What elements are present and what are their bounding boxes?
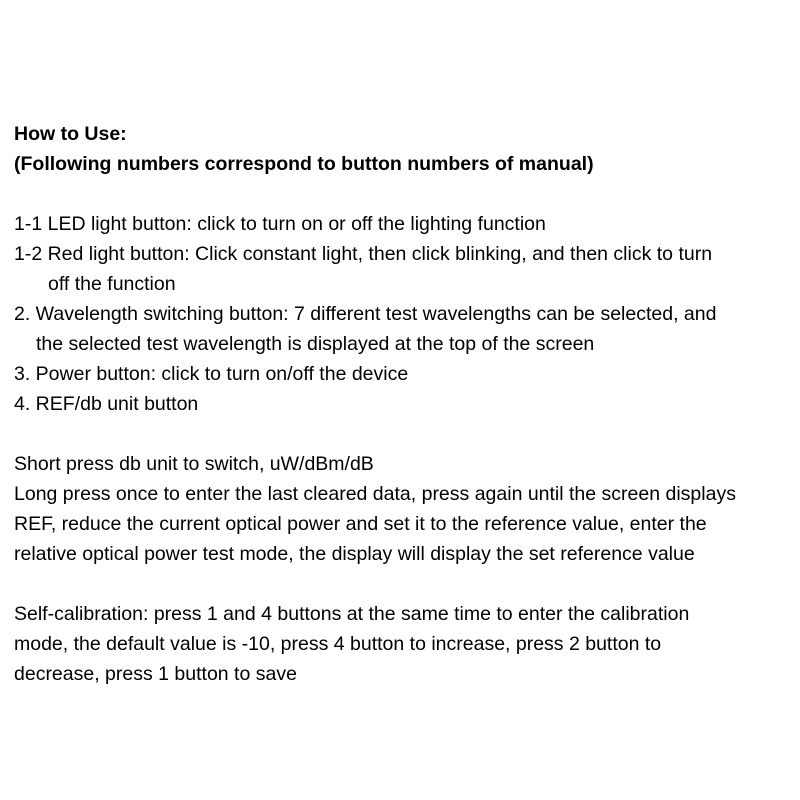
calibration-text-line: mode, the default value is -10, press 4 button to increase, press 2 button to [14,633,662,655]
button-item-power: 3. Power button: click to turn on/off the device [14,363,409,385]
button-item-wavelength: 2. Wavelength switching button: 7 different test wavelengths can be selected, and [14,303,717,325]
ref-text-line: Short press db unit to switch, uW/dBm/dB [14,453,374,475]
ref-text-line: REF, reduce the current optical power and set it to the reference value, enter the [14,513,707,535]
calibration-text-line: decrease, press 1 button to save [14,663,297,685]
button-item-wavelength-continued: the selected test wavelength is displayed at the top of the screen [36,333,595,355]
button-item-ref-db: 4. REF/db unit button [14,393,199,415]
ref-text-line: Long press once to enter the last cleared data, press again until the screen displays [14,483,736,505]
button-item-led: 1-1 LED light button: click to turn on or off the lighting function [14,213,546,235]
button-item-red-light: 1-2 Red light button: Click constant light, then click blinking, and then click to turn [14,243,713,265]
instructions-document [14,0,800,800]
subheading: (Following numbers correspond to button numbers of manual) [14,153,594,175]
calibration-text-line: Self-calibration: press 1 and 4 buttons at the same time to enter the calibration [14,603,690,625]
ref-text-line: relative optical power test mode, the display will display the set reference value [14,543,695,565]
heading: How to Use: [14,123,127,145]
button-item-red-light-continued: off the function [48,273,176,295]
